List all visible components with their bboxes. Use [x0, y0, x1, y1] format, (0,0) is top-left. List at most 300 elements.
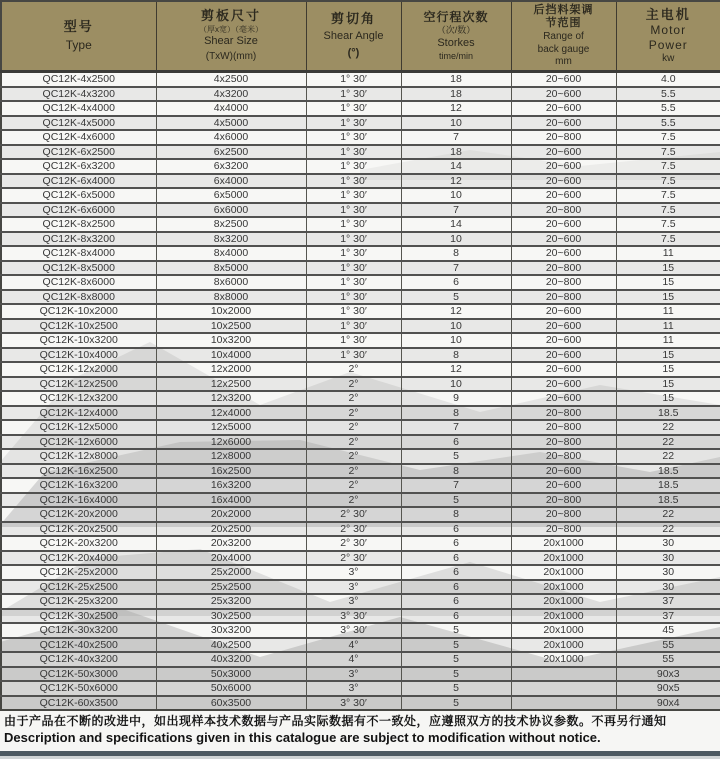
table-row [1, 522, 720, 537]
cell [511, 681, 616, 696]
cell: 6 [401, 565, 511, 580]
cell: 1° 30′ [306, 145, 401, 160]
cell: 15 [616, 290, 720, 305]
col-header-line: Motor [650, 22, 687, 37]
cell: 30 [616, 536, 720, 551]
cell: 10 [401, 333, 511, 348]
cell: 6 [401, 609, 511, 624]
cell: 20~600 [511, 87, 616, 102]
table-row [1, 638, 720, 653]
cell: QC12K-25x3200 [1, 594, 156, 609]
cell: 37 [616, 594, 720, 609]
cell: QC12K-40x2500 [1, 638, 156, 653]
cell: 11 [616, 319, 720, 334]
cell: 20~600 [511, 348, 616, 363]
cell: 3° 30′ [306, 696, 401, 711]
cell: 1° 30′ [306, 101, 401, 116]
cell: 12x4000 [156, 406, 306, 421]
cell: 1° 30′ [306, 246, 401, 261]
cell: QC12K-16x4000 [1, 493, 156, 508]
cell: 20~600 [511, 116, 616, 131]
col-header-line: Type [65, 37, 92, 52]
cell: 12 [401, 362, 511, 377]
cell: 1° 30′ [306, 319, 401, 334]
cell: 7.5 [616, 232, 720, 247]
cell: 10 [401, 188, 511, 203]
table-row [1, 304, 720, 319]
cell: 1° 30′ [306, 348, 401, 363]
cell: 40x2500 [156, 638, 306, 653]
cell: 20~600 [511, 377, 616, 392]
table-row [1, 145, 720, 160]
cell: 12x8000 [156, 449, 306, 464]
header-row [1, 1, 720, 72]
col-header-shear-size [156, 1, 306, 72]
table-row [1, 507, 720, 522]
cell: 15 [616, 348, 720, 363]
cell: 90x3 [616, 667, 720, 682]
table-row [1, 667, 720, 682]
col-header-back-gauge [511, 1, 616, 72]
footer-note-en: Description and specifications given in this catalogue are subject to modification without notice. [4, 730, 601, 745]
cell: 22 [616, 435, 720, 450]
cell: 15 [616, 377, 720, 392]
cell: 7.5 [616, 203, 720, 218]
cell: 15 [616, 275, 720, 290]
cell: 6 [401, 594, 511, 609]
col-header-line: 剪切角 [330, 11, 376, 27]
table-row [1, 275, 720, 290]
cell: 1° 30′ [306, 304, 401, 319]
cell: 1° 30′ [306, 203, 401, 218]
cell: 5.5 [616, 116, 720, 131]
table-row [1, 130, 720, 145]
cell: QC12K-20x4000 [1, 551, 156, 566]
cell: 45 [616, 623, 720, 638]
table-row [1, 681, 720, 696]
cell: 30x2500 [156, 609, 306, 624]
cell: 7 [401, 203, 511, 218]
cell: 10x2500 [156, 319, 306, 334]
cell: 18.5 [616, 493, 720, 508]
col-header-line: （次/数） [436, 24, 476, 35]
cell: 8x4000 [156, 246, 306, 261]
cell: 2° 30′ [306, 551, 401, 566]
cell: QC12K-8x8000 [1, 290, 156, 305]
table-row [1, 391, 720, 406]
cell: 20~800 [511, 203, 616, 218]
cell: 1° 30′ [306, 87, 401, 102]
cell: 2° [306, 435, 401, 450]
cell: 6x3200 [156, 159, 306, 174]
cell: QC12K-8x6000 [1, 275, 156, 290]
cell: 5 [401, 449, 511, 464]
cell: 7 [401, 130, 511, 145]
col-header-line: 后挡料架调 [533, 3, 594, 16]
cell: QC12K-8x5000 [1, 261, 156, 276]
cell: 2° [306, 478, 401, 493]
cell: 18 [401, 72, 511, 87]
cell: 1° 30′ [306, 290, 401, 305]
cell: 20~600 [511, 232, 616, 247]
col-header-line: （厚x宽）（毫米） [199, 24, 263, 34]
spec-table-body [1, 72, 720, 711]
cell: QC12K-6x3200 [1, 159, 156, 174]
cell: 12 [401, 304, 511, 319]
cell: 4x6000 [156, 130, 306, 145]
cell: 20~800 [511, 507, 616, 522]
cell: 11 [616, 246, 720, 261]
cell: 7.5 [616, 174, 720, 189]
table-row [1, 464, 720, 479]
cell: 12 [401, 101, 511, 116]
cell: 20~600 [511, 478, 616, 493]
cell: QC12K-4x4000 [1, 101, 156, 116]
cell: QC12K-4x5000 [1, 116, 156, 131]
cell: 37 [616, 609, 720, 624]
cell: 20~800 [511, 420, 616, 435]
col-header-line: (°) [347, 47, 360, 60]
cell: 7.5 [616, 145, 720, 160]
cell: 7.5 [616, 130, 720, 145]
cell: 2° [306, 449, 401, 464]
cell: 4x5000 [156, 116, 306, 131]
spec-table-header [1, 1, 720, 72]
table-row [1, 362, 720, 377]
cell: 12 [401, 174, 511, 189]
cell: 50x3000 [156, 667, 306, 682]
cell: 5 [401, 493, 511, 508]
cell: 20~800 [511, 522, 616, 537]
cell: 20~800 [511, 435, 616, 450]
cell: 2° [306, 362, 401, 377]
col-header-line: time/min [438, 50, 473, 61]
cell: 10 [401, 232, 511, 247]
table-row [1, 435, 720, 450]
col-header-line: Power [648, 37, 688, 52]
table-row [1, 377, 720, 392]
cell: 25x3200 [156, 594, 306, 609]
cell: QC12K-10x3200 [1, 333, 156, 348]
cell: 6 [401, 522, 511, 537]
table-row [1, 217, 720, 232]
cell: 4° [306, 652, 401, 667]
cell: 8 [401, 464, 511, 479]
table-row [1, 594, 720, 609]
cell: 12x2500 [156, 377, 306, 392]
cell: 55 [616, 638, 720, 653]
cell: QC12K-16x2500 [1, 464, 156, 479]
cell: 20~800 [511, 261, 616, 276]
cell: QC12K-20x3200 [1, 536, 156, 551]
cell: 4x2500 [156, 72, 306, 87]
cell: 8x6000 [156, 275, 306, 290]
cell: 6x2500 [156, 145, 306, 160]
cell: 20~800 [511, 493, 616, 508]
cell: 8x5000 [156, 261, 306, 276]
col-header-line: 剪板尺寸 [200, 8, 261, 24]
cell: 16x2500 [156, 464, 306, 479]
cell: QC12K-25x2000 [1, 565, 156, 580]
cell: 14 [401, 217, 511, 232]
table-row [1, 87, 720, 102]
footer [0, 711, 720, 759]
cell: 1° 30′ [306, 188, 401, 203]
cell: QC12K-60x3500 [1, 696, 156, 711]
table-row [1, 652, 720, 667]
cell: 20x1000 [511, 623, 616, 638]
cell: 3° 30′ [306, 623, 401, 638]
cell [511, 667, 616, 682]
cell: 8 [401, 406, 511, 421]
cell: 5 [401, 638, 511, 653]
cell: 30x3200 [156, 623, 306, 638]
cell: 20~600 [511, 159, 616, 174]
cell: 20~800 [511, 130, 616, 145]
cell: 14 [401, 159, 511, 174]
cell: 2° 30′ [306, 522, 401, 537]
cell: 22 [616, 449, 720, 464]
cell: 12x6000 [156, 435, 306, 450]
table-row [1, 536, 720, 551]
cell: 20~600 [511, 72, 616, 87]
cell: 4x3200 [156, 87, 306, 102]
table-row [1, 565, 720, 580]
cell: 22 [616, 507, 720, 522]
cell: QC12K-4x2500 [1, 72, 156, 87]
cell: 25x2500 [156, 580, 306, 595]
cell: 2° [306, 391, 401, 406]
table-row [1, 319, 720, 334]
cell: 18 [401, 145, 511, 160]
cell: 20x1000 [511, 551, 616, 566]
cell: 11 [616, 304, 720, 319]
cell: 22 [616, 420, 720, 435]
cell: 7 [401, 478, 511, 493]
cell: 50x6000 [156, 681, 306, 696]
cell: QC12K-6x5000 [1, 188, 156, 203]
table-row [1, 623, 720, 638]
cell: 10x2000 [156, 304, 306, 319]
table-row [1, 580, 720, 595]
cell: QC12K-6x2500 [1, 145, 156, 160]
cell: 22 [616, 522, 720, 537]
cell: 20x1000 [511, 594, 616, 609]
cell: QC12K-25x2500 [1, 580, 156, 595]
cell: 20x1000 [511, 638, 616, 653]
cell: 5.5 [616, 87, 720, 102]
cell: 2° 30′ [306, 536, 401, 551]
cell: 20~600 [511, 217, 616, 232]
cell: 4.0 [616, 72, 720, 87]
cell: 2° [306, 420, 401, 435]
cell: 40x3200 [156, 652, 306, 667]
cell: 20x4000 [156, 551, 306, 566]
cell: 20~600 [511, 145, 616, 160]
table-row [1, 188, 720, 203]
cell: 20~600 [511, 188, 616, 203]
cell: 5 [401, 681, 511, 696]
cell: 25x2000 [156, 565, 306, 580]
cell: 5 [401, 667, 511, 682]
cell: 1° 30′ [306, 217, 401, 232]
col-header-line: Storkes [437, 37, 475, 50]
cell: 15 [616, 362, 720, 377]
table-row [1, 609, 720, 624]
cell: QC12K-12x5000 [1, 420, 156, 435]
cell: 5.5 [616, 101, 720, 116]
table-row [1, 348, 720, 363]
cell: 12x3200 [156, 391, 306, 406]
cell: 1° 30′ [306, 232, 401, 247]
cell: 12x5000 [156, 420, 306, 435]
cell: 3° [306, 565, 401, 580]
cell: 3° [306, 667, 401, 682]
cell: QC12K-8x2500 [1, 217, 156, 232]
cell: 2° [306, 464, 401, 479]
footer-note-zh: 由于产品在不断的改进中，如出现样本技术数据与产品实际数据有不一致处，应遵照双方的技术协议参数。不再另行通知 [4, 714, 667, 728]
table-row [1, 333, 720, 348]
cell: 20~600 [511, 362, 616, 377]
cell: QC12K-4x6000 [1, 130, 156, 145]
cell: 10 [401, 319, 511, 334]
cell: 20~600 [511, 304, 616, 319]
cell: QC12K-50x6000 [1, 681, 156, 696]
col-header-line: 型号 [63, 19, 94, 35]
cell: 18.5 [616, 478, 720, 493]
cell: 18 [401, 87, 511, 102]
table-row [1, 246, 720, 261]
cell [511, 696, 616, 711]
cell: 1° 30′ [306, 159, 401, 174]
cell: QC12K-12x6000 [1, 435, 156, 450]
cell: QC12K-30x3200 [1, 623, 156, 638]
cell: 20x1000 [511, 609, 616, 624]
cell: 7 [401, 261, 511, 276]
col-header-line: mm [555, 56, 572, 67]
cell: 7.5 [616, 188, 720, 203]
cell: 90x4 [616, 696, 720, 711]
cell: 3° [306, 594, 401, 609]
cell: 1° 30′ [306, 72, 401, 87]
cell: QC12K-30x2500 [1, 609, 156, 624]
table-row [1, 203, 720, 218]
cell: 8 [401, 246, 511, 261]
cell: 20~600 [511, 464, 616, 479]
cell: 20x3200 [156, 536, 306, 551]
cell: 7.5 [616, 159, 720, 174]
cell: 20x1000 [511, 565, 616, 580]
table-row [1, 174, 720, 189]
cell: 20~800 [511, 290, 616, 305]
cell: 16x3200 [156, 478, 306, 493]
cell: QC12K-8x3200 [1, 232, 156, 247]
table-row [1, 232, 720, 247]
cell: 20x2500 [156, 522, 306, 537]
cell: 30 [616, 580, 720, 595]
cell: 20x1000 [511, 580, 616, 595]
col-header-line: 主电机 [645, 6, 691, 22]
cell: 5 [401, 652, 511, 667]
cell: 20~600 [511, 174, 616, 189]
cell: 6 [401, 435, 511, 450]
cell: 4x4000 [156, 101, 306, 116]
cell: 2° [306, 493, 401, 508]
cell: 8x8000 [156, 290, 306, 305]
table-row [1, 406, 720, 421]
cell: 5 [401, 623, 511, 638]
cell: QC12K-10x4000 [1, 348, 156, 363]
cell: 1° 30′ [306, 333, 401, 348]
cell: 6 [401, 551, 511, 566]
cell: 20~600 [511, 101, 616, 116]
cell: QC12K-20x2500 [1, 522, 156, 537]
cell: QC12K-10x2000 [1, 304, 156, 319]
cell: 5 [401, 696, 511, 711]
cell: QC12K-4x3200 [1, 87, 156, 102]
cell: 20x2000 [156, 507, 306, 522]
cell: 55 [616, 652, 720, 667]
table-row [1, 551, 720, 566]
cell: 11 [616, 333, 720, 348]
cell: 90x5 [616, 681, 720, 696]
cell: 10x4000 [156, 348, 306, 363]
cell: 2° [306, 377, 401, 392]
cell: 8x3200 [156, 232, 306, 247]
col-header-line: Shear Angle [323, 30, 384, 43]
cell: QC12K-12x3200 [1, 391, 156, 406]
table-row [1, 290, 720, 305]
cell: QC12K-40x3200 [1, 652, 156, 667]
col-header-line: back gauge [537, 43, 590, 55]
col-header-motor-power [616, 1, 720, 72]
table-row [1, 420, 720, 435]
cell: 7 [401, 420, 511, 435]
cell: 20~600 [511, 246, 616, 261]
cell: 30 [616, 565, 720, 580]
cell: 1° 30′ [306, 275, 401, 290]
cell: 18.5 [616, 406, 720, 421]
cell: 3° 30′ [306, 609, 401, 624]
cell: 6x4000 [156, 174, 306, 189]
cell: 18.5 [616, 464, 720, 479]
cell: 6x5000 [156, 188, 306, 203]
cell: 6 [401, 580, 511, 595]
col-header-type [1, 1, 156, 72]
cell: QC12K-16x3200 [1, 478, 156, 493]
cell: 7.5 [616, 217, 720, 232]
table-row [1, 261, 720, 276]
cell: QC12K-10x2500 [1, 319, 156, 334]
cell: 12x2000 [156, 362, 306, 377]
cell: 20~600 [511, 391, 616, 406]
col-header-line: (TxW)(mm) [205, 51, 257, 63]
table-row [1, 696, 720, 711]
cell: 20~600 [511, 333, 616, 348]
cell: QC12K-12x8000 [1, 449, 156, 464]
cell: 20~800 [511, 275, 616, 290]
cell: 20x1000 [511, 536, 616, 551]
cell: 8 [401, 507, 511, 522]
cell: 2° 30′ [306, 507, 401, 522]
cell: 16x4000 [156, 493, 306, 508]
col-header-line: 空行程次数 [423, 9, 489, 24]
cell: 1° 30′ [306, 261, 401, 276]
col-header-line: kw [662, 52, 675, 64]
cell: QC12K-12x2500 [1, 377, 156, 392]
cell: 20~600 [511, 319, 616, 334]
col-header-shear-angle [306, 1, 401, 72]
